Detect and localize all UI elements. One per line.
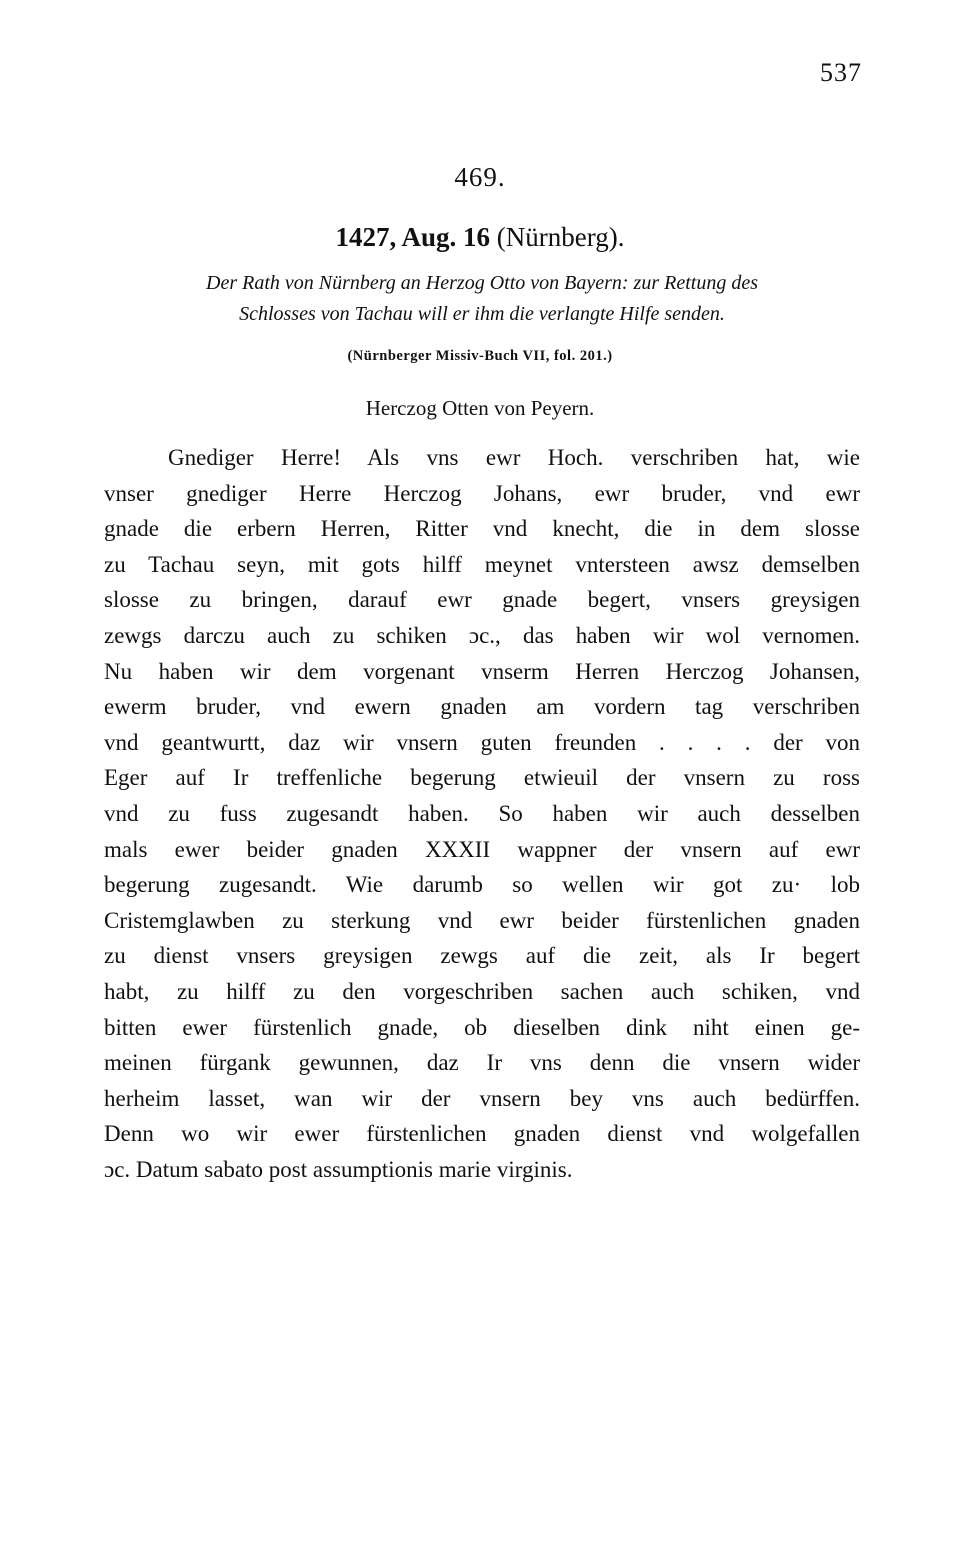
document-place: (Nürnberg). <box>496 222 625 252</box>
body-line: zu Tachau seyn, mit gots hilff meynet vntersteen awsz demselben <box>104 551 860 577</box>
body-line: ɔc. Datum sabato post assumptionis marie virginis. <box>104 1156 573 1182</box>
body-line: meinen fürgank gewunnen, daz Ir vns denn die vnsern wider <box>104 1050 860 1076</box>
body-line: zewgs darczu auch zu schiken ɔc., das haben wir wol vernomen. <box>104 622 860 648</box>
body-line: vnd geantwurtt, daz wir vnsern guten freunden . . . . der von <box>104 729 860 755</box>
body-line: vnser gnediger Herre Herczog Johans, ewr bruder, vnd ewr <box>104 480 860 506</box>
body-line: Nu haben wir dem vorgenant vnserm Herren Herczog Johansen, <box>104 658 860 684</box>
summary-line: Schlosses von Tachau will er ihm die verlangte Hilfe senden. <box>239 303 725 325</box>
body-line: herheim lasset, wan wir der vnsern bey vns auch bedürffen. <box>104 1085 860 1111</box>
addressee: Herczog Otten von Peyern. <box>365 396 595 420</box>
date-line <box>0 222 960 253</box>
body-line: gnade die erbern Herren, Ritter vnd knecht, die in dem slosse <box>104 516 860 542</box>
body-line: begerung zugesandt. Wie darumb so wellen wir got zu· lob <box>104 872 860 898</box>
source-reference: (Nürnberger Missiv-Buch VII, fol. 201.) <box>347 348 613 364</box>
body-line: zu dienst vnsers greysigen zewgs auf die zeit, als Ir begert <box>104 943 860 969</box>
body-line: bitten ewer fürstenlich gnade, ob dieselben dink niht einen ge- <box>104 1014 860 1040</box>
summary <box>104 268 860 330</box>
letter-body <box>104 440 860 1187</box>
summary-line: Der Rath von Nürnberg an Herzog Otto von Bayern: zur Rettung des <box>206 272 758 294</box>
body-line: Eger auf Ir treffenliche begerung etwieuil der vnsern zu ross <box>104 765 860 791</box>
body-line: Cristemglawben zu sterkung vnd ewr beider fürstenlichen gnaden <box>104 907 860 933</box>
document-number: 469. <box>454 162 506 192</box>
body-line: slosse zu bringen, darauf ewr gnade begert, vnsers greysigen <box>104 587 860 613</box>
body-line: mals ewer beider gnaden XXXII wappner der vnsern auf ewr <box>104 836 860 862</box>
page-number: 537 <box>820 58 862 87</box>
body-line: habt, zu hilff zu den vorgeschriben sachen auch schiken, vnd <box>104 978 860 1004</box>
body-line: Denn wo wir ewer fürstenlichen gnaden dienst vnd wolgefallen <box>104 1121 860 1147</box>
body-line: ewerm bruder, vnd ewern gnaden am vordern tag verschriben <box>104 694 860 720</box>
body-line: Gnediger Herre! Als vns ewr Hoch. verschriben hat, wie <box>168 445 860 470</box>
document-date: 1427, Aug. 16 <box>335 222 491 252</box>
body-line: vnd zu fuss zugesandt haben. So haben wir auch desselben <box>104 800 860 826</box>
